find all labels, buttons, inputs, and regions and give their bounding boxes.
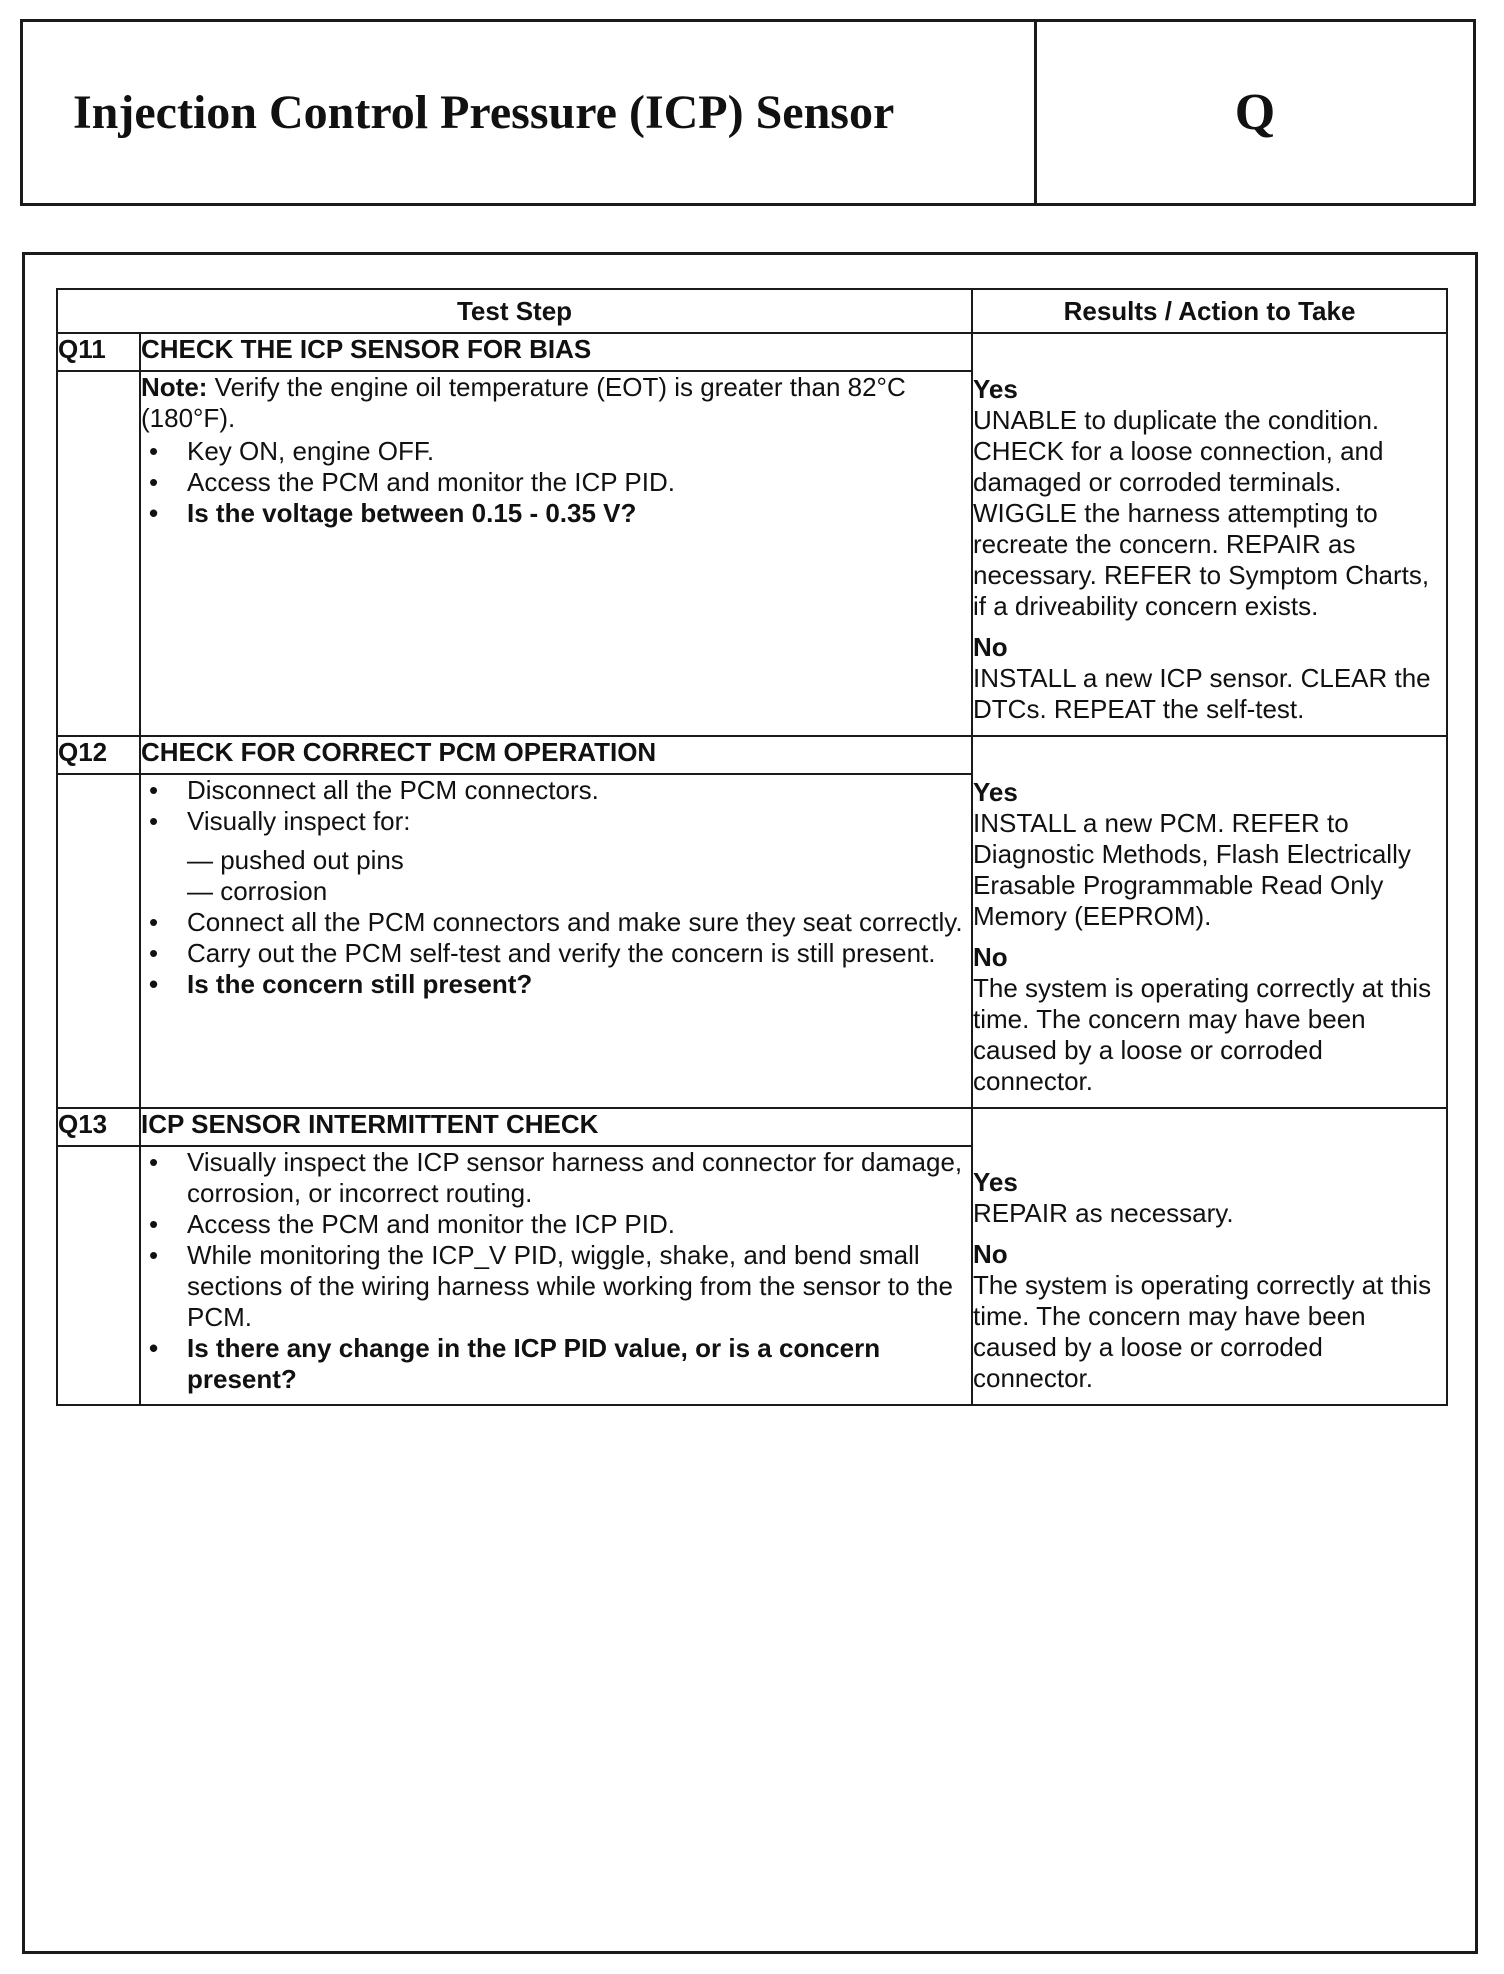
result-no xyxy=(973,1239,1446,1394)
results-cell xyxy=(972,736,1447,1108)
step-title-row-q13 xyxy=(57,1108,1447,1146)
bullet-glyph: • xyxy=(149,969,159,999)
list-item-text: Carry out the PCM self-test and verify the concern is still present. xyxy=(187,938,936,968)
bullet-glyph: • xyxy=(149,436,159,466)
yes-action: INSTALL a new PCM. REFER to Diagnostic Methods, Flash Electrically Erasable Programmable Read Only Memory (EEPROM). xyxy=(973,808,1411,931)
step-title: CHECK THE ICP SENSOR FOR BIAS xyxy=(140,333,972,371)
page-title: Injection Control Pressure (ICP) Sensor xyxy=(23,22,1037,203)
list-item-question xyxy=(141,498,971,529)
page-header xyxy=(20,19,1476,206)
bullet-list xyxy=(141,1147,971,1395)
bullet-glyph: • xyxy=(149,907,159,937)
bullet-glyph: • xyxy=(149,498,159,528)
step-title: ICP SENSOR INTERMITTENT CHECK xyxy=(140,1108,972,1146)
list-item-text: Visually inspect for: xyxy=(187,806,411,836)
bullet-list xyxy=(141,775,971,837)
list-item-text: Access the PCM and monitor the ICP PID. xyxy=(187,1209,675,1239)
yes-action: REPAIR as necessary. xyxy=(973,1198,1234,1228)
bullet-glyph: • xyxy=(149,467,159,497)
step-id: Q12 xyxy=(57,736,140,774)
diagnostic-table xyxy=(56,288,1448,1406)
no-action: The system is operating correctly at this time. The concern may have been caused by a loose or corroded connector. xyxy=(973,973,1432,1096)
result-yes xyxy=(973,777,1446,932)
list-item xyxy=(141,436,971,467)
list-item xyxy=(141,775,971,806)
list-item-text: Visually inspect the ICP sensor harness and connector for damage, corrosion, or incorrect routing. xyxy=(187,1147,963,1208)
bullet-glyph: • xyxy=(149,806,159,836)
dash-item: — corrosion xyxy=(187,876,328,906)
no-label: No xyxy=(973,942,1008,972)
list-item-text: Connect all the PCM connectors and make sure they seat correctly. xyxy=(187,907,963,937)
no-action: The system is operating correctly at this time. The concern may have been caused by a loose or corroded connector. xyxy=(973,1270,1432,1393)
note-label: Note: xyxy=(141,372,208,402)
yes-label: Yes xyxy=(973,777,1018,807)
step-id: Q13 xyxy=(57,1108,140,1146)
note xyxy=(141,372,971,434)
list-item xyxy=(141,907,971,938)
result-no xyxy=(973,632,1446,725)
bullet-list xyxy=(141,907,971,1000)
note-text: Verify the engine oil temperature (EOT) is greater than 82°C (180°F). xyxy=(141,372,906,433)
no-label: No xyxy=(973,1239,1008,1269)
results-header: Results / Action to Take xyxy=(972,289,1447,333)
bullet-list xyxy=(141,436,971,529)
yes-label: Yes xyxy=(973,1167,1018,1197)
step-id-spacer xyxy=(57,1146,140,1405)
result-no xyxy=(973,942,1446,1097)
step-id: Q11 xyxy=(57,333,140,371)
result-yes xyxy=(973,1167,1446,1229)
list-item-text: Disconnect all the PCM connectors. xyxy=(187,775,599,805)
list-item-text: While monitoring the ICP_V PID, wiggle, shake, and bend small sections of the wiring harness while working from the sensor to the PCM. xyxy=(187,1240,953,1332)
list-item-text: Is the voltage between 0.15 - 0.35 V? xyxy=(187,498,637,528)
dash-list xyxy=(141,845,971,907)
dash-item: — pushed out pins xyxy=(187,845,404,875)
step-body xyxy=(140,1146,972,1405)
list-item-question xyxy=(141,1333,971,1395)
list-item-question xyxy=(141,969,971,1000)
bullet-glyph: • xyxy=(149,1209,159,1239)
step-title-row-q11 xyxy=(57,333,1447,371)
list-item-text: Access the PCM and monitor the ICP PID. xyxy=(187,467,675,497)
list-item xyxy=(141,938,971,969)
step-id-spacer xyxy=(57,371,140,736)
step-body xyxy=(140,371,972,736)
result-yes xyxy=(973,374,1446,622)
step-title-row-q12 xyxy=(57,736,1447,774)
step-body xyxy=(140,774,972,1108)
bullet-glyph: • xyxy=(149,1333,159,1363)
list-item xyxy=(141,806,971,837)
results-cell xyxy=(972,333,1447,736)
list-item-text: Is the concern still present? xyxy=(187,969,533,999)
list-item-text: Key ON, engine OFF. xyxy=(187,436,435,466)
yes-label: Yes xyxy=(973,374,1018,404)
yes-action: UNABLE to duplicate the condition. CHECK for a loose connection, and damaged or corroded terminals. WIGGLE the harness attempting to recreate the concern. REPAIR as necessary. REFER to Symptom Charts, if a driveability concern exists. xyxy=(973,405,1430,621)
list-item xyxy=(141,1147,971,1209)
bullet-glyph: • xyxy=(149,1240,159,1270)
list-item-text: Is there any change in the ICP PID value, or is a concern present? xyxy=(187,1333,881,1394)
results-cell xyxy=(972,1108,1447,1405)
list-item xyxy=(141,467,971,498)
bullet-glyph: • xyxy=(149,1147,159,1177)
list-item xyxy=(141,1209,971,1240)
step-id-spacer xyxy=(57,774,140,1108)
no-action: INSTALL a new ICP sensor. CLEAR the DTCs. REPEAT the self-test. xyxy=(973,663,1431,724)
step-title: CHECK FOR CORRECT PCM OPERATION xyxy=(140,736,972,774)
section-letter: Q xyxy=(1234,84,1276,141)
test-step-header: Test Step xyxy=(57,289,972,333)
no-label: No xyxy=(973,632,1008,662)
list-item xyxy=(141,1240,971,1333)
table-header-row xyxy=(57,289,1447,333)
bullet-glyph: • xyxy=(149,775,159,805)
bullet-glyph: • xyxy=(149,938,159,968)
